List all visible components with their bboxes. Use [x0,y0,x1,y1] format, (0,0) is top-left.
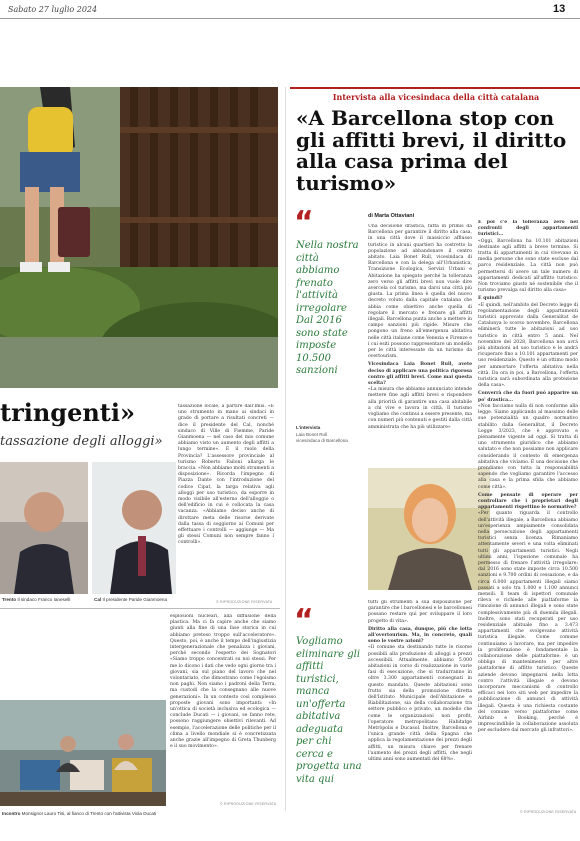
credit-left-2: © RIPRODUZIONE RISERVATA [220,802,277,806]
interview-byline [368,213,414,219]
page-number: 13 [553,3,566,15]
interview-intro: Una decisione drastica, fatta in primis da Barcellona per garantire il diritto alla casa, in una città dove il massiccio afflusso turistico in alcuni quartieri ha costretto la popolazione ad abbandonare il centro abitato. Laia Bonet Rull, vicesindaca di Barcellona e con la delega all'Urbanistica, Transizione Ecologica, Servizi Urbani e Abitazione ha spiegato perché la tolleranza zero verso gli affitti brevi non vuole dire avercela col turismo, ma darsi una città più giusta. La prima linea è quella del nuovo decreto voluto dalla capitale catalana che abbia come obiettivo anche quella di regolare il mercato e frenare gli affitti illegali. Barcellona punta anche a mettere in campo sanzioni più rigide. Misure che pongono un freno all'emergenza abitativa nelle città italiane come Venezia e Firenze e i cui esiti possono rappresentare un modello per le città interessate da un turismo da overtourism. [368,224,472,360]
caption-left-text: Il sindaco Franco Ianeselli [17,597,71,602]
question-5: Come pensate di operare per controllare che i proprietari degli appartamenti rispettino le normative? [478,492,578,511]
left-body-col: tassazione locale, a partire dall'Imis. «È uno strumento in mano ai sindaci in grado di portare a risultati concreti — dice il presidente del Cal, nonché sindaco di Ville di Fiemme, Paride Gianmoena — nel caso del mio comune abbiamo visto un aumento degli affitti a lungo termine». E il ruolo della Provincia? L'assessore provinciale al turismo Roberto Failoni allarga le braccia. «Non abbiamo molti strumenti a disposizione». Ricorda l'impegno di Piazza Dante con l'introduzione del codice Cipat, la targa relativa agli alloggi per uso turistico, da esporre in modo visibile all'esterno dell'alloggio o dell'edificio in cui è collocata la casa vacanza. «Abbiamo deciso anche di dirottare meta delle risorse derivate dalla tassa di soggiorno ai Comuni per effettuare i controlli — aggiunge — Ma gli stessi Comuni non sempre fanno i controlli». [178,404,274,546]
photo-conference-svg [0,700,166,806]
interview-top-rule [290,87,580,89]
caption-left [2,597,70,602]
caption-bottom-text: Monsignor Lauro Tisi, al fianco di Trento con l'attivista Viola Ducati [21,811,157,816]
quote-open-icon-1: “ [294,205,314,240]
left-bottom-body: esplosioni nucleari, alla diffusione della plastica. Ma ci fa capire anche che siamo giunti alla fine di una fase storica in cui abbiamo preteso troppo sull'acceleratore». Questo, poi, è anche il tempo dell'ingiustizia intergenerazionale che penalizza i giovani, perché secondo l'esperto dei Sognatori «Siamo troppo concentrati su noi stessi. Per me lo dicono i dati che vedo ogni giorno tra i giovani, sia sul piano del lavoro che nel volontariato, che dimostrano come l'egoismo non paghi. Non siamo i padroni della Terra, ma custodi che la consegnano alle nuove generazioni». In un contesto così complesso proposte giovani sono importanti: «In un'ottica di società inclusiva ed ecologica — conclude Ducati — i giovani, se fanno rete, possono raggiungere obiettivi rilevanti. Ad esempio, l'accelerazione delle politiche per il clima a livello mondiale si è concretizzata anche grazie all'impegno di Greta Thunberg e il suo movimento». [170,614,276,750]
answer-4: «Non facciamo nulla di non conforme alla legge. Siamo applicando al massimo delle sue potenzialità un quadro normativo stabilito dalla Generalitat, il Decreto Legge 3/2023, che è approvato e pienamente vigente ad oggi. Si tratta di uno strumento giuridico che abbiamo salutato e che non possiamo non applicare considerando il contesto di emergenza abitativa che viviamo. È una decisione che prendiamo con tutta la responsabilità sapendo che vogliamo garantire l'accesso alla casa e la prima sfida che abbiamo come città». [478,403,578,490]
credit-left-1: © RIPRODUZIONE RISERVATA [216,600,273,604]
interview-title: «A Barcellona stop con gli affitti brevi, il diritto alla casa prima del turismo» [296,106,567,195]
question-1: Vicesindaca Laia Bonet Rull, avete deciso di applicare una politica rigorosa contro gli affitti brevi. Come mai questa scelta? [368,362,472,387]
portrait-caption: Laia Bonet Rull vicesindaca di Barcellona [296,432,348,443]
question-3: E quindi? [478,296,503,302]
photo-laia-bonet-svg [368,468,490,590]
question-4: Converrà che da fuori può apparire un po' drastica... [478,391,578,403]
answer-6: «Il comune sta destinando tutte le risorse possibili alla produzione di alloggi a prezzi accessibili. Attualmente, abbiamo 5.000 abitazioni in corso di realizzazione in varie fasi di esecuzione, che si tradurranno in oltre 3.300 appartamenti consegnati in questo mandato. Queste abitazioni sono frutto sia della promozione diretta dell'Istituto Municipale dell'Abitazione e Riabilitazione, sia della collaborazione tra settore pubblico e privato, un modello che come le organizzazioni non profit, l'operatore metropolitano Habitatge Metròpolis e Ducasol. Inoltre, Barcellona e l'unica grande città della Spagna che applica la regolamentazione dei prezzi degli affitti, un misura chiave per frenare l'aumento dei prezzi degli affitti, che negli ultimi anni sono aumentati del 68%». [368,645,472,763]
left-subhead: tassazione degli alloggi» [0,434,163,449]
interview-col1-bottom [368,600,472,808]
page-date: Sabato 27 luglio 2024 [8,5,98,14]
quote-open-icon-2: “ [294,603,314,638]
question-2: E poi c'è la tolleranza zero nei confronti degli appartamenti turistici... [478,220,578,238]
caption-bottom-label: Incontro [2,811,21,816]
answer-3: «E quindi, nell'ambito del Decreto legge di regolamentazione degli appartamenti turistici approvato dalla Generalitat de Catalunya lo scorso novembre, Barcellona eliminerà tutte le abitazioni ad uso turistico in città entro 5 anni. Nel novembre del 2028, Barcellona non avrà più abitazioni ad uso turistico e le andrà ricuperare fino a 10.101 appartamenti per uso residenziale. Questo è un ottimo modo per ammortare l'offerta abitativa nella città. Da ora in poi, a Barcellona, l'offerta turistica sarà subordinata alla protezione della casa». [478,302,578,389]
photo-tourist-suitcase [0,87,278,388]
caption-left-label: Trento [2,597,17,602]
portrait-label: L'intervista [296,425,321,430]
left-headline: tringenti» [0,398,135,427]
interview-mid-para: tutti gli strumenti a sua disposizione per garantire che i barcellonesi e le barcellonesi possano restare qui per sviluppare il loro progetto di vita». [368,600,472,624]
photo-gianmoena-svg [92,462,176,594]
interview-kicker: Intervista alla vicesindaca della città catalana [332,92,540,102]
photo-ianeselli [0,462,88,594]
answer-2: «Oggi, Barcellona ha 10.101 abitazioni destinate agli affitti a breve termine. Si tratta di appartamenti in cui vivevano in media persone che sono state escluse dal parco residenziale. La città non può permettersi di avere un tale numero di appartamenti dedicati all'affitto turistico. Non troviamo giusto né sostenibile che il turismo prevalga sul diritto alla casa» [478,238,578,294]
photo-laia-bonet [368,468,490,590]
caption-right-text: Il presidente Paride Gianmoena [102,597,168,602]
caption-right-label: Cal [94,597,102,602]
pull-quote-1: Nella nostra città abbiamo frenato l'attività irregolare Dal 2016 sono state imposte 10.500 sanzioni [296,240,359,376]
question-6: Diritto alla casa, dunque, più che lotta all'overtourism. Ma, in concreto, quali sono le vostre azioni? [368,626,472,645]
header-rule [0,18,580,19]
photo-tourist-svg [0,87,278,388]
answer-1: «La misura che abbiamo annunciato intende mettere fine agli affitti brevi e rispondere alla priorità di garantire una casa abitabile a chi vive e lavora in città. Il turismo vogliamo che continui a essere presente, ma con numeri più contenuti e gestiti dalla città amministrata che ha più utilizzare» [368,387,472,430]
pull-quote-2: Vogliamo eliminare gli affitti turistici, manca un'offerta abitativa adeguata per chi cerca e progetta una vita qui [296,636,362,785]
answer-5: «Per quanto riguarda il controllo dell'attività illegale, a Barcellona abbiamo un'esperienza ampiamente consolidata nella persecuzione degli appartamenti turistici senza licenza. Rimaniamo attentamente severi e una volta eliminati tutti gli appartamenti turistici. Negli ultimi anni, l'ispezione comunale ha permesso di frenare l'attività irregolare: dal 2016 sono state imposte circa 10.500 sanzioni e 9.700 ordini di cessazione, e da circa 6.000 appartamenti illegali siamo passati a solo tra 1.000 e 1.100 annunci mensili. Il team di ispettori comunale rileva e richiede alle piattaforme la rimozione di annunci illegali e sono state complessivamente più di duemila illegali. Inoltre, sono stati recuperati per uso residenziale abituale fino a 3.473 appartamenti che svolgevano attività turistica illegale. Come comune continuiamo a lavorare, ma per impedire la proliferazione è fondamentale la collaborazione delle piattaforme: è un obbligo di mantenimento per altre piattaforme di affitto turistico. Queste aziende devono impegnarsi nella lotta contro l'attività illegale e devono incorporare meccanismi di controllo efficaci nei loro siti web per impedire la pubblicazione di annunci di attività illegali. Questa è una richiesta costante del comune verso piattaforme come Airbnb e Booking, perché è imprescindibile la collaborazione assoluta per escludere dal mercato gli infrattori». [478,511,578,734]
interview-col1 [368,224,472,462]
column-separator [285,87,286,811]
byline-text: di Marta Ottaviani [368,213,415,219]
left-rule [0,608,280,609]
credit-right: © RIPRODUZIONE RISERVATA [520,810,577,814]
photo-ianeselli-svg [0,462,88,594]
caption-right [94,597,167,602]
caption-bottom [2,811,278,816]
interview-col2 [478,220,578,808]
photo-conference [0,700,166,806]
photo-gianmoena [92,462,176,594]
